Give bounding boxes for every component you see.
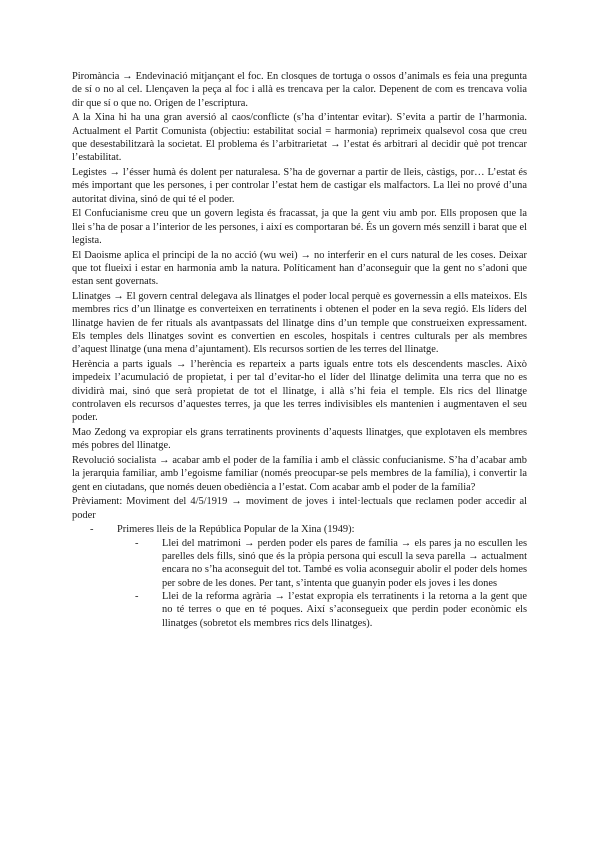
paragraph-previament: Prèviament: Moviment del 4/5/1919 → moviment de joves i intel·lectuals que reclamen poder accedir al poder [72,496,527,521]
paragraph-llinatges: Llinatges → El govern central delegava als llinatges el poder local perquè es governessin a ells mateixos. Els membres rics d’un llinatge es converteixen en terratinents i obtenen el poder en la seva regió. Els líders del llinatge havien de fer rituals als avantpassats del llinatge dins d’un temple que construeixen expressament. Els temples dels llinatges sovint es convertien en escoles, hospitals i centres culturals per als membres d’aquest llinatge (una mena d’ajuntament). Els recursos sortien de les terres del llinatge. [72,290,527,356]
sub-list-item-llei-matrimoni [117,537,527,590]
document-body [72,70,527,630]
paragraph-legistes: Legistes → l’ésser humà és dolent per naturalesa. S’ha de governar a partir de lleis, càstigs, por… L’estat és més important que les persones, i per controlar l’estat hem de castigar els malfactors. La llei no prové d’una autoritat divina, sinó de qui té el poder. [72,167,527,205]
list-dash: - [90,524,94,536]
paragraph-mao-zedong: Mao Zedong va expropiar els grans terratinents provinents d’aquests llinatges, que explotaven els membres més pobres del llinatge. [72,427,527,452]
list-dash: - [135,591,139,603]
paragraph-herencia: Herència a parts iguals → l’herència es reparteix a parts iguals entre tots els descendents mascles. Això impedeix l’acumulació de propietat, i per tal d’evitar-ho el líder del llinatge delimita una terra que no es dividirà mai, sinó que serà propietat de tot el llinatge, i allà s’hi feia el temple. Els rics del llinatge controlaven els recursos d’aquestes terres, ja que les terres indivisibles els mantenien i augmentaven el seu poder. [72,359,527,424]
paragraph-confucianisme: El Confucianisme creu que un govern legista és fracassat, ja que la gent viu amb por. Ells proposen que la llei s’ha de posar a l’interior de les persones, i així es comportaran bé. És un govern més senzill i barat que el legista. [72,208,527,247]
paragraph-piromancia: Piromància → Endevinació mitjançant el foc. En closques de tortuga o ossos d’animals es feia una pregunta de sí o no al cel. Llençaven la peça al foc i allà es trencava per la calor. Depenent de com es trencava volia dir que sí o que no. Origen de l’escriptura. [72,71,527,109]
sub-bullet-list [117,537,527,630]
list-item-primeres-lleis [72,523,527,630]
bullet-list [72,523,527,630]
sub-list-item-reforma-agraria [117,590,527,630]
sub-list-item-text: Llei del matrimoni → perden poder els pares de família → els pares ja no escullen les parelles dels fills, sinó que és la pròpia persona qui escull la seva parella → actualment encara no s’ha aconseguit del tot. També es volia aconseguir abolir el poder dels homes per sobre de les dones. Per tant, s’intenta que guanyin poder els joves i les dones [162,537,527,589]
sub-list-item-text: Llei de la reforma agrària → l’estat expropia els terratinents i la retorna a la gent que no té terres o que en té poques. Així s’aconsegueix que perdin poder econòmic els llinatges (sobretot els membres rics dels llinatges). [162,591,527,629]
list-item-title: Primeres lleis de la República Popular de la Xina (1949): [117,524,355,536]
paragraph-aversio-caos: A la Xina hi ha una gran aversió al caos/conflicte (s’ha d’intentar evitar). S’evita a partir de l’harmonia. Actualment el Partit Comunista (objectiu: estabilitat social = harmonia) reprimeix qualsevol cosa que creu que desestabilitzarà la societat. El problema és l’arbitrarietat → l’estat és arbitrari al decidir què pot trencar l’estabilitat. [72,112,527,164]
list-dash: - [135,537,139,549]
paragraph-daoisme: El Daoisme aplica el principi de la no acció (wu wei) → no interferir en el curs natural de les coses. Deixar que tot flueixi i estar en harmonia amb la natura. Políticament han d’aconseguir que la gent no s’adoni que estan sent governats. [72,249,527,288]
paragraph-revolucio-socialista: Revolució socialista → acabar amb el poder de la família i amb el clàssic confucianisme. S’ha d’acabar amb la jerarquia familiar, amb l’egoisme familiar (només preocupar-se pels membres de la família), i convertir la gent en ciutadans, que només deuen obediència a l’estat. Com acabar amb el poder de la família? [72,455,527,493]
